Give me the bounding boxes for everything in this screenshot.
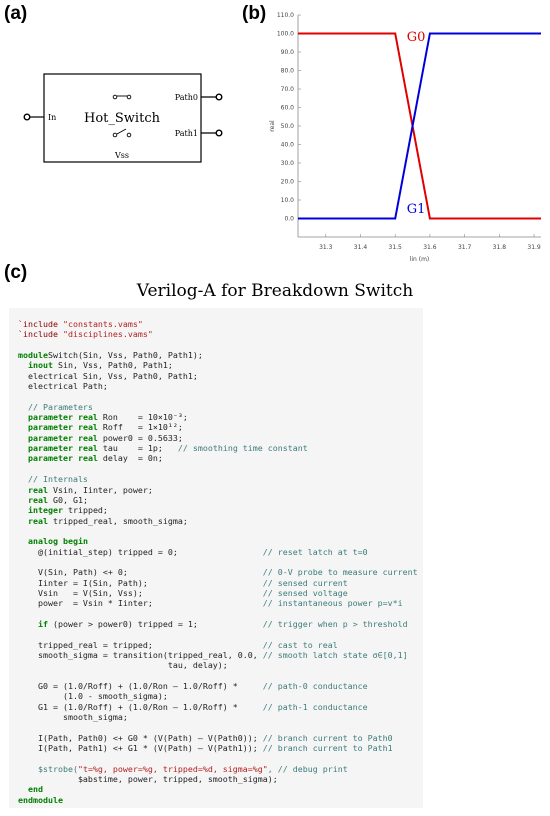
code-token: // sensed current: [262, 577, 348, 588]
code-token: if: [37, 618, 48, 629]
code-token: // path-0 conductance: [262, 681, 368, 692]
code-token: parameter real: [28, 412, 98, 423]
code-token: I(Path, Path0) <+ G0 * (V(Path) – V(Path0));: [18, 732, 263, 743]
code-token: // reset latch at t=0: [262, 546, 368, 557]
code-token: [18, 619, 38, 629]
code-token: inout: [28, 360, 53, 371]
code-token: [18, 422, 28, 432]
code-line: [18, 660, 228, 670]
code-token: I(Path, Path1) <+ G1 * (V(Path) – V(Path1));: [18, 743, 263, 754]
code-token: [18, 536, 28, 546]
code-token: module: [18, 350, 48, 361]
code-line: [18, 536, 88, 546]
code-token: endmodule: [18, 794, 63, 805]
pin-vss-label: Vss: [115, 151, 129, 160]
code-token: // Parameters: [18, 401, 93, 412]
series-label-g1: G1: [406, 201, 426, 217]
code-token: [18, 443, 28, 453]
code-token: smooth_sigma = transition(tripped_real, 0.0,: [18, 650, 263, 660]
code-token: tau = 1p;: [97, 443, 178, 454]
x-axis-ticks: [319, 234, 541, 251]
code-token: [18, 764, 38, 774]
code-token: (1.0 - smooth_sigma);: [18, 691, 168, 702]
code-token: G0, G1;: [47, 494, 88, 505]
code-line: [18, 640, 338, 650]
y-tick-label: 40.0: [280, 141, 294, 149]
code-line: [18, 567, 418, 577]
code-title: Verilog-A for Breakdown Switch: [136, 281, 414, 301]
code-line: [18, 588, 348, 598]
panel-label-c: (c): [4, 262, 28, 283]
code-token: // Internals: [18, 474, 88, 485]
code-line: [18, 422, 183, 432]
x-tick-label: 31.9: [527, 244, 541, 251]
code-token: "disciplines.vams": [62, 329, 153, 340]
code-line: [18, 371, 198, 381]
code-token: tripped_real, smooth_sigma;: [47, 515, 188, 526]
code-token: Ron = 10×10⁻³;: [97, 412, 188, 423]
pin-in-label: In: [48, 113, 57, 122]
code-token: real: [28, 494, 48, 505]
code-line: [18, 547, 368, 557]
code-token: `include: [18, 329, 63, 340]
code-token: // smoothing time constant: [177, 443, 308, 454]
code-token: electrical Path;: [18, 381, 108, 392]
code-line: [18, 598, 403, 608]
code-line: [18, 495, 88, 505]
code-token: tripped_real = tripped;: [18, 639, 263, 650]
block-name: Hot_Switch: [84, 111, 160, 126]
code-token: `include: [18, 319, 63, 329]
x-tick-label: 31.5: [388, 244, 402, 251]
code-token: parameter real: [28, 453, 98, 464]
code-token: tripped;: [62, 505, 108, 516]
y-axis-ticks: [277, 12, 301, 223]
code-token: [18, 412, 28, 422]
x-axis-label: lin (m): [409, 256, 430, 263]
code-token: [18, 505, 28, 515]
code-token: delay = 0n;: [97, 453, 163, 464]
code-token: // cast to real: [262, 639, 338, 650]
code-token: $abstime, power, tripped, smooth_sigma);: [18, 774, 278, 785]
code-token: // 0-V probe to measure current: [262, 567, 418, 578]
code-token: "t=%g, power=%g, tripped=%d, sigma=%g": [77, 763, 268, 774]
code-line: [18, 485, 153, 495]
y-tick-label: 10.0: [280, 197, 294, 204]
code-token: // branch current to Path1: [262, 743, 393, 754]
code-line: [18, 412, 188, 422]
code-token: integer: [28, 505, 63, 516]
code-line: [18, 774, 278, 784]
panel-label-b: (b): [242, 3, 267, 24]
y-axis-label: real: [269, 120, 276, 132]
code-line: [18, 691, 168, 701]
code-token: electrical Sin, Vss, Path0, Path1;: [18, 370, 198, 381]
code-line: [18, 702, 368, 712]
code-token: G0 = (1.0/Roff) + (1.0/Ron – 1.0/Roff) *: [18, 681, 263, 692]
code-line: [18, 516, 188, 526]
y-tick-label: 110.0: [276, 12, 294, 19]
y-tick-label: 100.0: [276, 30, 294, 38]
pin-path0-label: Path0: [174, 93, 198, 102]
code-token: // branch current to Path0: [262, 732, 393, 743]
code-token: // trigger when p > threshold: [262, 618, 408, 629]
y-tick-label: 70.0: [280, 86, 294, 93]
code-token: [18, 453, 28, 463]
x-tick-label: 31.7: [457, 244, 472, 251]
code-token: power = Vsin * Iinter;: [18, 598, 263, 609]
x-tick-label: 31.4: [353, 244, 368, 251]
code-token: Switch(Sin, Vss, Path0, Path1);: [47, 350, 203, 361]
code-token: [18, 516, 28, 526]
code-line: [18, 764, 348, 774]
code-line: [18, 402, 93, 412]
code-token: // path-1 conductance: [262, 701, 368, 712]
code-line: [18, 360, 173, 370]
y-tick-label: 20.0: [280, 178, 294, 186]
y-tick-label: 30.0: [280, 160, 294, 167]
code-token: (power > power0) tripped = 1;: [47, 618, 263, 629]
g0-g1-plot: [0, 0, 550, 270]
code-token: end: [28, 784, 43, 795]
x-tick-label: 31.3: [319, 244, 333, 251]
code-token: smooth_sigma;: [18, 712, 128, 723]
verilog-a-listing: [18, 319, 418, 805]
code-token: parameter real: [28, 422, 98, 433]
code-token: @(initial_step) tripped = 0;: [18, 546, 263, 557]
code-line: [18, 733, 393, 743]
code-token: , // debug print: [267, 763, 348, 774]
series-line-g0: [298, 34, 541, 219]
y-tick-label: 0.0: [284, 215, 294, 223]
plot-series-group: [298, 30, 541, 219]
code-token: tau, delay);: [18, 660, 228, 671]
code-token: Vsin = V(Sin, Vss);: [18, 587, 263, 598]
code-token: real: [28, 515, 48, 526]
code-token: Vsin, Iinter, power;: [47, 484, 153, 495]
code-line: [18, 795, 63, 805]
code-line: [18, 619, 408, 629]
code-token: G1 = (1.0/Roff) + (1.0/Ron – 1.0/Roff) *: [18, 701, 263, 712]
code-token: // sensed voltage: [262, 587, 348, 598]
code-token: [18, 433, 28, 443]
code-line: [18, 453, 163, 463]
code-token: Roff = 1×10¹²;: [97, 422, 183, 433]
x-tick-label: 31.8: [492, 244, 507, 251]
code-line: [18, 505, 108, 515]
code-line: [18, 350, 203, 360]
code-line: [18, 381, 108, 391]
code-token: Iinter = I(Sin, Path);: [18, 577, 263, 588]
y-tick-label: 50.0: [280, 123, 294, 130]
code-token: $strobe(: [37, 763, 78, 774]
series-line-g1: [298, 34, 541, 219]
code-token: // instantaneous power p=v*i: [262, 598, 403, 609]
code-token: Sin, Vss, Path0, Path1;: [52, 360, 173, 371]
code-line: [18, 443, 308, 453]
code-token: "constants.vams": [62, 319, 143, 329]
code-token: [18, 784, 28, 794]
y-tick-label: 80.0: [280, 67, 294, 75]
code-line: [18, 433, 183, 443]
code-token: real: [28, 484, 48, 495]
code-token: power0 = 0.5633;: [97, 432, 183, 443]
code-token: [18, 485, 28, 495]
code-token: parameter real: [28, 443, 98, 454]
code-line: [18, 681, 368, 691]
code-line: [18, 650, 408, 660]
series-label-g0: G0: [406, 29, 426, 45]
code-line: [18, 784, 43, 794]
panel-label-a: (a): [4, 3, 28, 24]
x-tick-label: 31.6: [423, 244, 437, 251]
code-line: [18, 743, 393, 753]
code-line: [18, 329, 153, 339]
code-line: [18, 578, 348, 588]
code-line: [18, 474, 88, 484]
code-token: V(Sin, Path) <+ 0;: [18, 567, 263, 578]
code-token: // smooth latch state σ∈[0,1]: [262, 650, 408, 660]
y-tick-label: 90.0: [280, 49, 294, 56]
code-token: [18, 495, 28, 505]
y-tick-label: 60.0: [280, 104, 294, 112]
code-token: [18, 360, 28, 370]
code-token: analog begin: [28, 536, 88, 547]
pin-path1-label: Path1: [174, 129, 198, 138]
code-line: [18, 712, 128, 722]
code-line: [18, 319, 143, 329]
code-token: parameter real: [28, 432, 98, 443]
